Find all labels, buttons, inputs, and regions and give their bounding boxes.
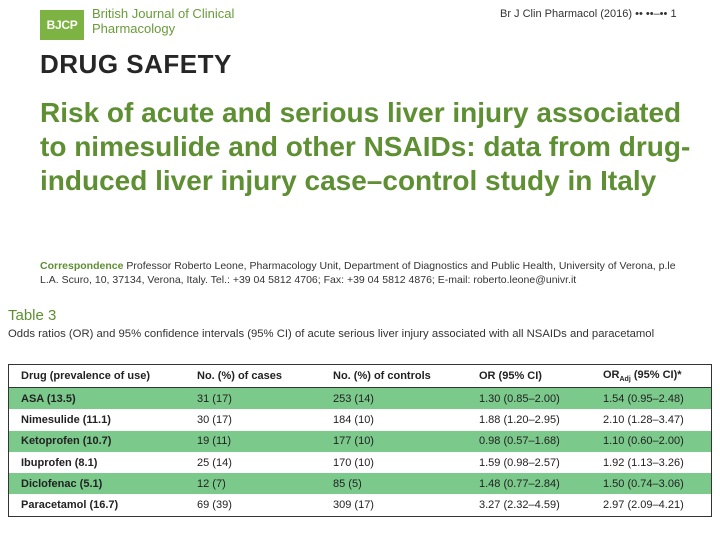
header-oradj [603,369,711,383]
cell-drug: Nimesulide (11.1) [21,413,111,426]
table-header-row [9,365,711,388]
cell-oradj: 2.97 (2.09–4.21) [603,499,684,512]
cell-oradj: 2.10 (1.28–3.47) [603,413,684,426]
article-title: Risk of acute and serious liver injury associated to nimesulide and other NSAIDs: data from drug-induced liver injury case–control study in Italy [40,97,691,196]
cell-cases: 69 (39) [197,499,232,512]
header-drug: Drug (prevalence of use) [21,370,150,382]
citation: Br J Clin Pharmacol (2016) •• ••–•• 1 [500,8,677,20]
cell-or: 1.30 (0.85–2.00) [479,392,560,405]
table-row [9,431,711,452]
header-oradj-suffix: (95% CI)* [630,368,682,381]
cell-or: 0.98 (0.57–1.68) [479,435,560,448]
header-or: OR (95% CI) [479,370,542,382]
section-title: DRUG SAFETY [40,49,232,79]
cell-oradj: 1.50 (0.74–3.06) [603,477,684,490]
correspondence-label: Correspondence [40,260,124,272]
cell-oradj: 1.54 (0.95–2.48) [603,392,684,405]
cell-or: 1.88 (1.20–2.95) [479,413,560,426]
header-oradj-prefix: OR [603,368,620,381]
table-row [9,494,711,515]
cell-cases: 25 (14) [197,456,232,469]
table-row [9,473,711,494]
header-controls: No. (%) of controls [333,370,431,382]
cell-controls: 170 (10) [333,456,374,469]
table-caption: Odds ratios (OR) and 95% confidence intervals (95% CI) of acute serious liver injury associated with all NSAIDs and paracetamol [8,328,655,340]
table-row [9,409,711,430]
cell-controls: 309 (17) [333,499,374,512]
table-row [9,452,711,473]
journal-logo: BJCP [40,10,84,40]
cell-controls: 184 (10) [333,413,374,426]
correspondence-line1: Professor Roberto Leone, Pharmacology Unit, Department of Diagnostics and Public Health, University of Verona, p.le [126,260,676,272]
cell-drug: ASA (13.5) [21,392,76,405]
cell-cases: 31 (17) [197,392,232,405]
header-oradj-sub: Adj [619,376,631,384]
cell-or: 1.48 (0.77–2.84) [479,477,560,490]
cell-controls: 85 (5) [333,477,362,490]
table-title: Table 3 [8,307,57,324]
journal-name: British Journal of Clinical Pharmacology [92,6,235,36]
cell-controls: 253 (14) [333,392,374,405]
table-row [9,388,711,409]
cell-drug: Ibuprofen (8.1) [21,456,98,469]
cell-cases: 19 (11) [197,435,232,448]
cell-oradj: 1.92 (1.13–3.26) [603,456,684,469]
cell-controls: 177 (10) [333,435,374,448]
odds-ratio-table [8,364,712,517]
cell-or: 1.59 (0.98–2.57) [479,456,560,469]
correspondence-line2: L.A. Scuro, 10, 37134, Verona, Italy. Tel.: +39 04 5812 4706; Fax: +39 04 5812 4876; E-mail: roberto.leone@univr.it [40,274,577,286]
cell-cases: 12 (7) [197,477,226,490]
cell-cases: 30 (17) [197,413,232,426]
cell-drug: Paracetamol (16.7) [21,499,119,512]
cell-drug: Ketoprofen (10.7) [21,435,112,448]
header-cases: No. (%) of cases [197,370,282,382]
cell-oradj: 1.10 (0.60–2.00) [603,435,684,448]
cell-drug: Diclofenac (5.1) [21,477,103,490]
cell-or: 3.27 (2.32–4.59) [479,499,560,512]
correspondence-block [40,259,715,287]
